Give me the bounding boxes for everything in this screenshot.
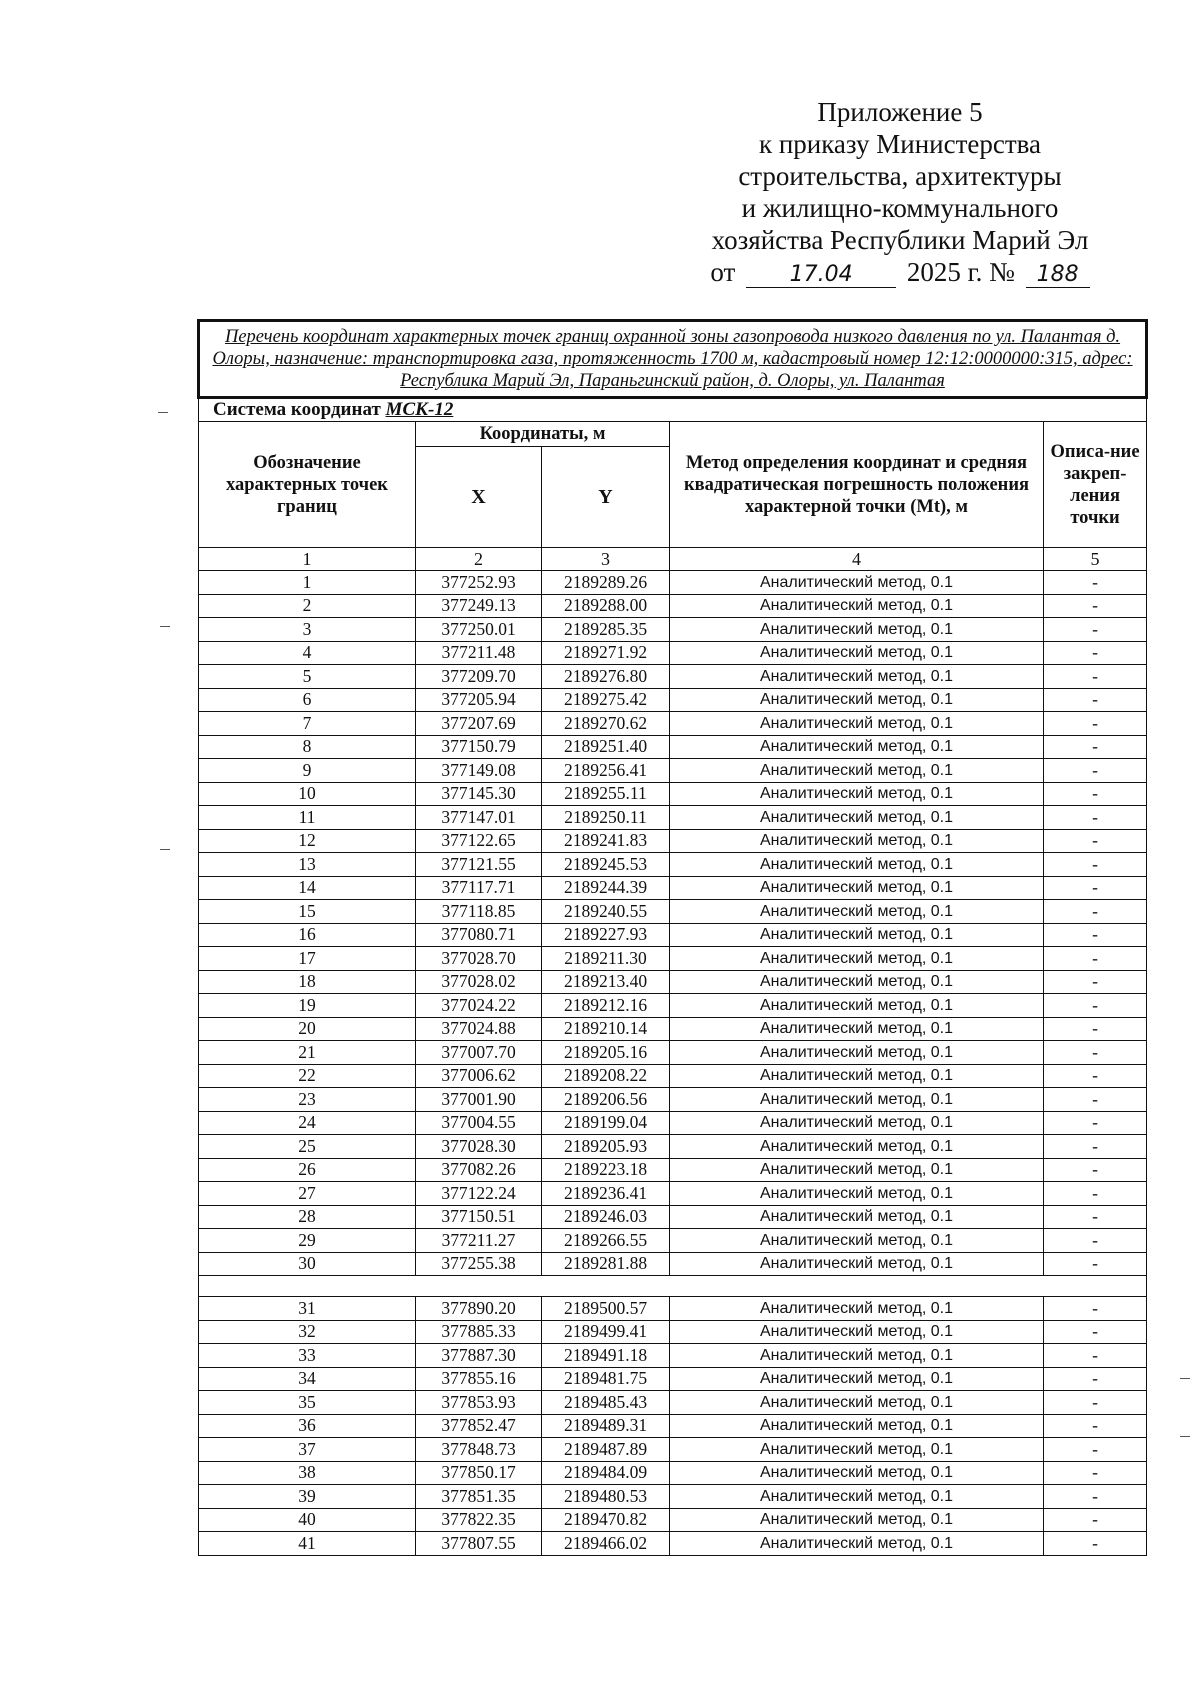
point-number-cell: 27 [199,1182,416,1206]
scan-margin-mark [158,412,168,413]
point-number-cell: 26 [199,1158,416,1182]
table-row [199,1041,1147,1065]
description-cell: - [1044,1391,1147,1415]
table-row [199,1438,1147,1462]
point-number-cell: 1 [199,571,416,595]
description-cell: - [1044,1438,1147,1462]
description-cell: - [1044,594,1147,618]
method-cell: Аналитический метод, 0.1 [670,1414,1044,1438]
x-coordinate-cell: 377851.35 [416,1485,542,1509]
y-coordinate-cell: 2189491.18 [542,1344,670,1368]
method-cell: Аналитический метод, 0.1 [670,782,1044,806]
x-coordinate-cell: 377252.93 [416,571,542,595]
table-row [199,900,1147,924]
y-coordinate-cell: 2189236.41 [542,1182,670,1206]
y-coordinate-cell: 2189500.57 [542,1297,670,1321]
method-cell: Аналитический метод, 0.1 [670,900,1044,924]
column-number: 3 [542,548,670,571]
description-cell: - [1044,1344,1147,1368]
point-number-cell: 29 [199,1229,416,1253]
x-coordinate-cell: 377080.71 [416,923,542,947]
table-row [199,1508,1147,1532]
x-coordinate-cell: 377250.01 [416,618,542,642]
x-coordinate-cell: 377007.70 [416,1041,542,1065]
method-cell: Аналитический метод, 0.1 [670,1111,1044,1135]
method-cell: Аналитический метод, 0.1 [670,735,1044,759]
table-row [199,759,1147,783]
method-cell: Аналитический метод, 0.1 [670,1064,1044,1088]
table-row [199,688,1147,712]
table-row [199,1088,1147,1112]
table-row [199,1229,1147,1253]
table-row [199,1367,1147,1391]
description-cell: - [1044,1135,1147,1159]
y-coordinate-cell: 2189266.55 [542,1229,670,1253]
x-coordinate-cell: 377082.26 [416,1158,542,1182]
method-cell: Аналитический метод, 0.1 [670,1532,1044,1556]
description-cell: - [1044,970,1147,994]
x-coordinate-cell: 377006.62 [416,1064,542,1088]
description-cell: - [1044,1041,1147,1065]
method-cell: Аналитический метод, 0.1 [670,1158,1044,1182]
method-cell: Аналитический метод, 0.1 [670,712,1044,736]
method-cell: Аналитический метод, 0.1 [670,1088,1044,1112]
y-coordinate-cell: 2189199.04 [542,1111,670,1135]
description-cell: - [1044,876,1147,900]
table-caption: Перечень координат характерных точек границ охранной зоны газопровода низкого давления по ул. Палантая д. Олоры, назначение: транспортировка газа, протяженность 1700 м, кадастровый номер 12:12:0000000:315, адрес: Республика Марий Эл, Параньгинский район, д. Олоры, ул. Палантая [199,321,1147,398]
method-cell: Аналитический метод, 0.1 [670,1391,1044,1415]
y-coordinate-cell: 2189205.93 [542,1135,670,1159]
method-cell: Аналитический метод, 0.1 [670,1485,1044,1509]
x-coordinate-cell: 377004.55 [416,1111,542,1135]
y-coordinate-cell: 2189281.88 [542,1252,670,1276]
y-coordinate-cell: 2189276.80 [542,665,670,689]
table-row [199,1344,1147,1368]
table-row [199,1297,1147,1321]
coordinate-system-row [199,398,1147,422]
x-coordinate-cell: 377249.13 [416,594,542,618]
method-cell: Аналитический метод, 0.1 [670,923,1044,947]
method-cell: Аналитический метод, 0.1 [670,618,1044,642]
x-coordinate-cell: 377855.16 [416,1367,542,1391]
table-row [199,947,1147,971]
description-cell: - [1044,571,1147,595]
y-coordinate-cell: 2189481.75 [542,1367,670,1391]
y-coordinate-cell: 2189251.40 [542,735,670,759]
table-row [199,1252,1147,1276]
table-row [199,594,1147,618]
order-date-line [690,256,1110,288]
x-coordinate-cell: 377122.65 [416,829,542,853]
y-coordinate-cell: 2189213.40 [542,970,670,994]
table-row [199,970,1147,994]
table-row [199,1017,1147,1041]
description-cell: - [1044,1297,1147,1321]
y-coordinate-cell: 2189245.53 [542,853,670,877]
description-cell: - [1044,1320,1147,1344]
point-number-cell: 5 [199,665,416,689]
point-number-cell: 15 [199,900,416,924]
table-row [199,735,1147,759]
handwritten-order-number: 188 [1026,263,1090,288]
x-coordinate-cell: 377122.24 [416,1182,542,1206]
x-coordinate-cell: 377885.33 [416,1320,542,1344]
y-coordinate-cell: 2189244.39 [542,876,670,900]
handwritten-date: 17.04 [746,263,896,288]
coordinate-system-value: МСК-12 [385,399,454,420]
table-row [199,1485,1147,1509]
x-coordinate-cell: 377205.94 [416,688,542,712]
method-cell: Аналитический метод, 0.1 [670,1297,1044,1321]
point-number-cell: 22 [199,1064,416,1088]
table-row [199,1391,1147,1415]
table-row [199,1532,1147,1556]
table-row [199,994,1147,1018]
year-and-number-label: 2025 г. № [906,257,1015,287]
y-coordinate-cell: 2189499.41 [542,1320,670,1344]
y-coordinate-cell: 2189487.89 [542,1438,670,1462]
x-coordinate-cell: 377848.73 [416,1438,542,1462]
method-cell: Аналитический метод, 0.1 [670,759,1044,783]
table-row [199,829,1147,853]
y-coordinate-cell: 2189223.18 [542,1158,670,1182]
description-cell: - [1044,1252,1147,1276]
column-number: 5 [1044,548,1147,571]
header-point-designation: Обозначение характерных точек границ [199,422,416,548]
description-cell: - [1044,1088,1147,1112]
description-cell: - [1044,1111,1147,1135]
column-number-row [199,548,1147,571]
table-row [199,876,1147,900]
scan-margin-mark [160,849,170,850]
method-cell: Аналитический метод, 0.1 [670,1508,1044,1532]
description-cell: - [1044,1461,1147,1485]
description-cell: - [1044,1182,1147,1206]
point-number-cell: 7 [199,712,416,736]
point-number-cell: 32 [199,1320,416,1344]
table-row [199,923,1147,947]
y-coordinate-cell: 2189466.02 [542,1532,670,1556]
y-coordinate-cell: 2189211.30 [542,947,670,971]
x-coordinate-cell: 377890.20 [416,1297,542,1321]
y-coordinate-cell: 2189246.03 [542,1205,670,1229]
description-cell: - [1044,806,1147,830]
x-coordinate-cell: 377118.85 [416,900,542,924]
y-coordinate-cell: 2189256.41 [542,759,670,783]
point-number-cell: 33 [199,1344,416,1368]
header-y: Y [542,447,670,548]
y-coordinate-cell: 2189480.53 [542,1485,670,1509]
method-cell: Аналитический метод, 0.1 [670,1367,1044,1391]
point-number-cell: 13 [199,853,416,877]
y-coordinate-cell: 2189275.42 [542,688,670,712]
y-coordinate-cell: 2189212.16 [542,994,670,1018]
scan-margin-mark [160,626,170,627]
y-coordinate-cell: 2189289.26 [542,571,670,595]
x-coordinate-cell: 377211.48 [416,641,542,665]
method-cell: Аналитический метод, 0.1 [670,641,1044,665]
description-cell: - [1044,1229,1147,1253]
header-x: X [416,447,542,548]
method-cell: Аналитический метод, 0.1 [670,1320,1044,1344]
point-number-cell: 8 [199,735,416,759]
y-coordinate-cell: 2189255.11 [542,782,670,806]
table-row [199,1158,1147,1182]
description-cell: - [1044,947,1147,971]
method-cell: Аналитический метод, 0.1 [670,1135,1044,1159]
point-number-cell: 40 [199,1508,416,1532]
y-coordinate-cell: 2189489.31 [542,1414,670,1438]
table-row [199,1182,1147,1206]
y-coordinate-cell: 2189288.00 [542,594,670,618]
table-row [199,782,1147,806]
x-coordinate-cell: 377822.35 [416,1508,542,1532]
point-number-cell: 24 [199,1111,416,1135]
group-separator-cell [199,1276,1147,1297]
description-cell: - [1044,712,1147,736]
table-row [199,1320,1147,1344]
point-number-cell: 2 [199,594,416,618]
point-number-cell: 38 [199,1461,416,1485]
table-row [199,712,1147,736]
y-coordinate-cell: 2189470.82 [542,1508,670,1532]
point-number-cell: 14 [199,876,416,900]
y-coordinate-cell: 2189205.16 [542,1041,670,1065]
method-cell: Аналитический метод, 0.1 [670,1461,1044,1485]
table-row [199,1111,1147,1135]
method-cell: Аналитический метод, 0.1 [670,1017,1044,1041]
point-number-cell: 4 [199,641,416,665]
y-coordinate-cell: 2189210.14 [542,1017,670,1041]
description-cell: - [1044,782,1147,806]
method-cell: Аналитический метод, 0.1 [670,876,1044,900]
x-coordinate-cell: 377121.55 [416,853,542,877]
description-cell: - [1044,1485,1147,1509]
point-number-cell: 31 [199,1297,416,1321]
description-cell: - [1044,1158,1147,1182]
description-cell: - [1044,641,1147,665]
scan-margin-mark [1180,1436,1190,1437]
column-number: 4 [670,548,1044,571]
x-coordinate-cell: 377255.38 [416,1252,542,1276]
table-row [199,618,1147,642]
y-coordinate-cell: 2189485.43 [542,1391,670,1415]
method-cell: Аналитический метод, 0.1 [670,594,1044,618]
x-coordinate-cell: 377147.01 [416,806,542,830]
header-line-2: к приказу Министерства [758,129,1042,159]
x-coordinate-cell: 377807.55 [416,1532,542,1556]
table-row [199,641,1147,665]
description-cell: - [1044,853,1147,877]
header-method: Метод определения координат и средняя квадратическая погрешность положения характерной точки (Mt), м [670,422,1044,548]
x-coordinate-cell: 377028.70 [416,947,542,971]
point-number-cell: 11 [199,806,416,830]
method-cell: Аналитический метод, 0.1 [670,1229,1044,1253]
x-coordinate-cell: 377001.90 [416,1088,542,1112]
description-cell: - [1044,1508,1147,1532]
method-cell: Аналитический метод, 0.1 [670,970,1044,994]
description-cell: - [1044,923,1147,947]
x-coordinate-cell: 377850.17 [416,1461,542,1485]
description-cell: - [1044,1064,1147,1088]
point-number-cell: 19 [199,994,416,1018]
point-number-cell: 16 [199,923,416,947]
table-row [199,1135,1147,1159]
x-coordinate-cell: 377209.70 [416,665,542,689]
scan-margin-mark [1180,1378,1190,1379]
y-coordinate-cell: 2189285.35 [542,618,670,642]
x-coordinate-cell: 377887.30 [416,1344,542,1368]
point-number-cell: 18 [199,970,416,994]
column-number: 1 [199,548,416,571]
point-number-cell: 3 [199,618,416,642]
header-coordinates: Координаты, м [416,422,670,447]
point-number-cell: 41 [199,1532,416,1556]
point-number-cell: 30 [199,1252,416,1276]
table-row [199,853,1147,877]
x-coordinate-cell: 377211.27 [416,1229,542,1253]
y-coordinate-cell: 2189484.09 [542,1461,670,1485]
description-cell: - [1044,1017,1147,1041]
method-cell: Аналитический метод, 0.1 [670,1041,1044,1065]
table-row [199,806,1147,830]
description-cell: - [1044,900,1147,924]
x-coordinate-cell: 377150.79 [416,735,542,759]
description-cell: - [1044,1205,1147,1229]
coordinates-table [197,319,1148,1556]
y-coordinate-cell: 2189240.55 [542,900,670,924]
table-row [199,1414,1147,1438]
header-line-1: Приложение 5 [817,97,983,127]
x-coordinate-cell: 377853.93 [416,1391,542,1415]
x-coordinate-cell: 377028.02 [416,970,542,994]
header-line-4: и жилищно-коммунального [741,193,1059,223]
point-number-cell: 12 [199,829,416,853]
x-coordinate-cell: 377024.88 [416,1017,542,1041]
description-cell: - [1044,759,1147,783]
header-description: Описа-ние закреп-ления точки [1044,422,1147,548]
method-cell: Аналитический метод, 0.1 [670,1438,1044,1462]
point-number-cell: 20 [199,1017,416,1041]
description-cell: - [1044,1532,1147,1556]
method-cell: Аналитический метод, 0.1 [670,1252,1044,1276]
point-number-cell: 23 [199,1088,416,1112]
method-cell: Аналитический метод, 0.1 [670,947,1044,971]
y-coordinate-cell: 2189270.62 [542,712,670,736]
y-coordinate-cell: 2189250.11 [542,806,670,830]
appendix-header [690,96,1110,288]
x-coordinate-cell: 377117.71 [416,876,542,900]
point-number-cell: 35 [199,1391,416,1415]
method-cell: Аналитический метод, 0.1 [670,1182,1044,1206]
x-coordinate-cell: 377024.22 [416,994,542,1018]
x-coordinate-cell: 377149.08 [416,759,542,783]
header-line-5: хозяйства Республики Марий Эл [711,225,1089,255]
coordinates-table-wrapper [197,319,1145,1556]
point-number-cell: 9 [199,759,416,783]
point-number-cell: 17 [199,947,416,971]
column-number: 2 [416,548,542,571]
coordinate-system-label: Система координат [213,399,381,420]
method-cell: Аналитический метод, 0.1 [670,571,1044,595]
point-number-cell: 37 [199,1438,416,1462]
description-cell: - [1044,688,1147,712]
header-line-3: строительства, архитектуры [738,161,1062,191]
description-cell: - [1044,618,1147,642]
method-cell: Аналитический метод, 0.1 [670,1344,1044,1368]
table-row [199,1461,1147,1485]
table-row [199,571,1147,595]
x-coordinate-cell: 377145.30 [416,782,542,806]
y-coordinate-cell: 2189241.83 [542,829,670,853]
y-coordinate-cell: 2189208.22 [542,1064,670,1088]
point-number-cell: 34 [199,1367,416,1391]
method-cell: Аналитический метод, 0.1 [670,853,1044,877]
point-number-cell: 36 [199,1414,416,1438]
group-separator-row [199,1276,1147,1297]
table-row [199,665,1147,689]
y-coordinate-cell: 2189271.92 [542,641,670,665]
x-coordinate-cell: 377207.69 [416,712,542,736]
point-number-cell: 25 [199,1135,416,1159]
description-cell: - [1044,994,1147,1018]
point-number-cell: 21 [199,1041,416,1065]
method-cell: Аналитический метод, 0.1 [670,665,1044,689]
y-coordinate-cell: 2189206.56 [542,1088,670,1112]
point-number-cell: 28 [199,1205,416,1229]
x-coordinate-cell: 377028.30 [416,1135,542,1159]
point-number-cell: 10 [199,782,416,806]
method-cell: Аналитический метод, 0.1 [670,688,1044,712]
x-coordinate-cell: 377852.47 [416,1414,542,1438]
method-cell: Аналитический метод, 0.1 [670,806,1044,830]
method-cell: Аналитический метод, 0.1 [670,1205,1044,1229]
point-number-cell: 39 [199,1485,416,1509]
x-coordinate-cell: 377150.51 [416,1205,542,1229]
method-cell: Аналитический метод, 0.1 [670,994,1044,1018]
date-prefix: от [710,257,736,287]
description-cell: - [1044,665,1147,689]
table-row [199,1205,1147,1229]
description-cell: - [1044,1367,1147,1391]
description-cell: - [1044,735,1147,759]
point-number-cell: 6 [199,688,416,712]
description-cell: - [1044,1414,1147,1438]
y-coordinate-cell: 2189227.93 [542,923,670,947]
description-cell: - [1044,829,1147,853]
method-cell: Аналитический метод, 0.1 [670,829,1044,853]
table-row [199,1064,1147,1088]
